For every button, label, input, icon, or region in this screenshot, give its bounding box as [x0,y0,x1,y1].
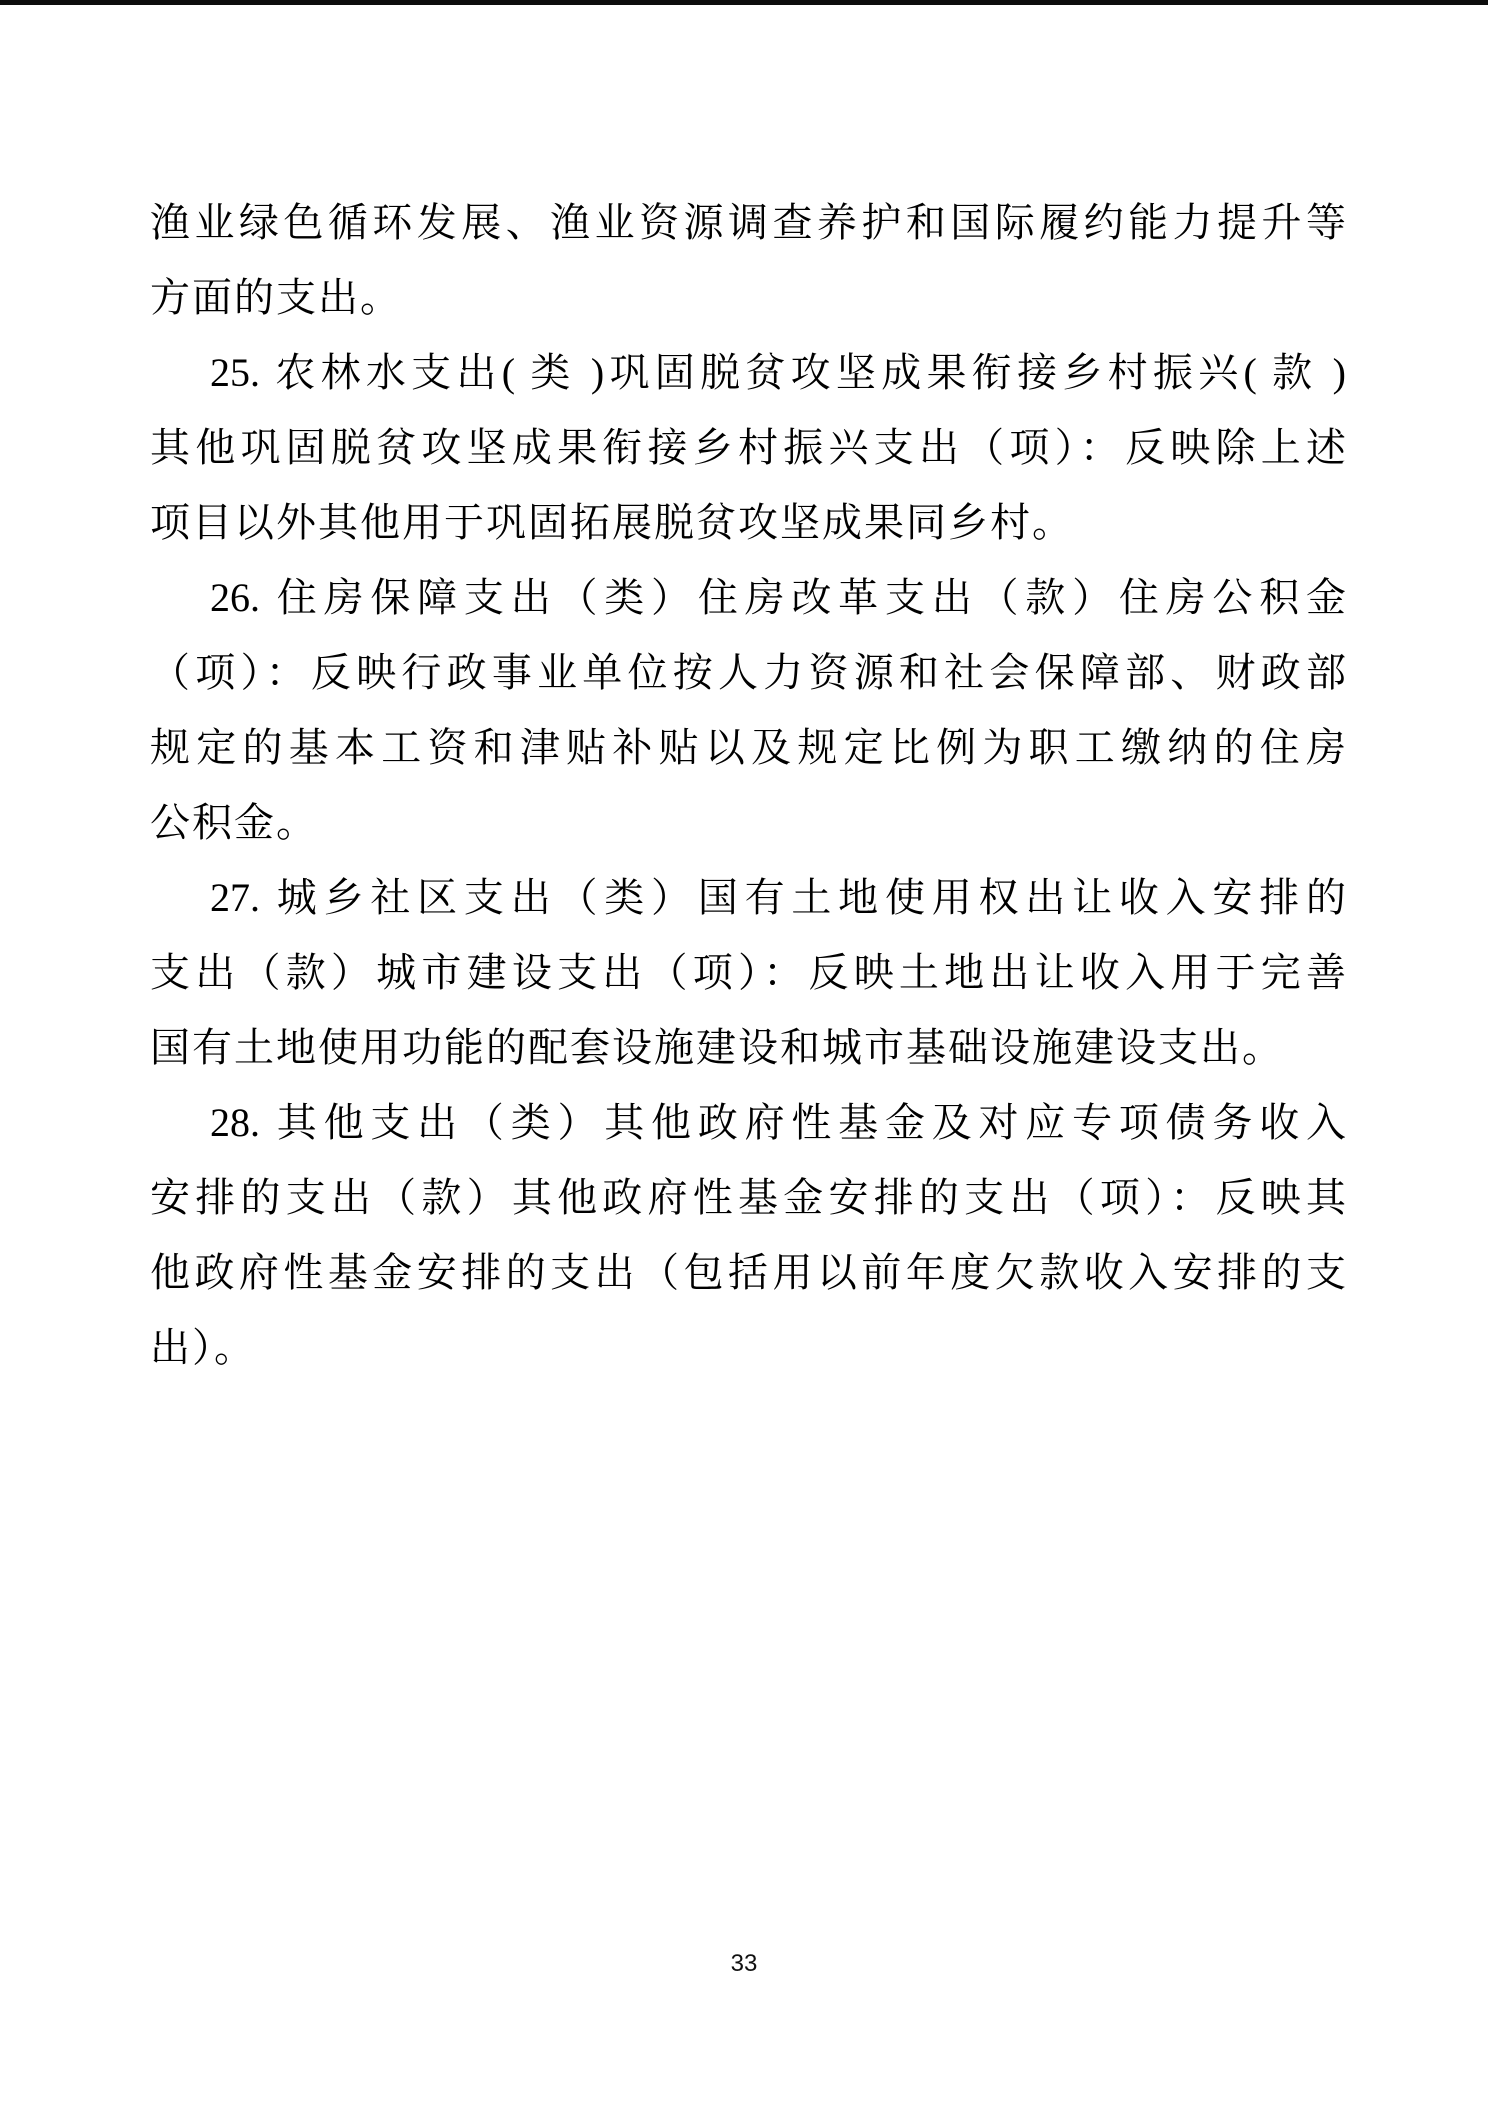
text-line: 项目以外其他用于巩固拓展脱贫攻坚成果同乡村。 [150,500,1074,545]
text-line: 支出（款）城市建设支出（项）：反映土地出让收入用于完善 [150,950,1346,995]
text-line: 国有土地使用功能的配套设施建设和城市基础设施建设支出。 [150,1025,1284,1070]
text-line: 其他巩固脱贫攻坚成果衔接乡村振兴支出（项）：反映除上述 [150,425,1346,470]
text-line: 28. 其他支出（类）其他政府性基金及对应专项债务收入 [210,1100,1346,1145]
text-line: 方面的支出。 [150,275,402,320]
text-line: （项）：反映行政事业单位按人力资源和社会保障部、财政部 [150,650,1346,695]
page-number: 33 [730,1950,758,1977]
text-line: 安排的支出（款）其他政府性基金安排的支出（项）：反映其 [150,1175,1346,1220]
text-line: 他政府性基金安排的支出（包括用以前年度欠款收入安排的支 [150,1250,1346,1295]
document-body [150,185,1346,1385]
text-line: 27. 城乡社区支出（类）国有土地使用权出让收入安排的 [210,875,1346,920]
text-line: 渔业绿色循环发展、渔业资源调查养护和国际履约能力提升等 [150,200,1346,245]
text-line: 出）。 [150,1325,256,1370]
text-line: 26. 住房保障支出（类）住房改革支出（款）住房公积金 [210,575,1346,620]
text-line: 规定的基本工资和津贴补贴以及规定比例为职工缴纳的住房 [150,725,1346,770]
page-top-border [0,0,1488,5]
text-line: 公积金。 [150,800,318,845]
text-line: 25. 农林水支出( 类 )巩固脱贫攻坚成果衔接乡村振兴( 款 ) [210,350,1346,395]
